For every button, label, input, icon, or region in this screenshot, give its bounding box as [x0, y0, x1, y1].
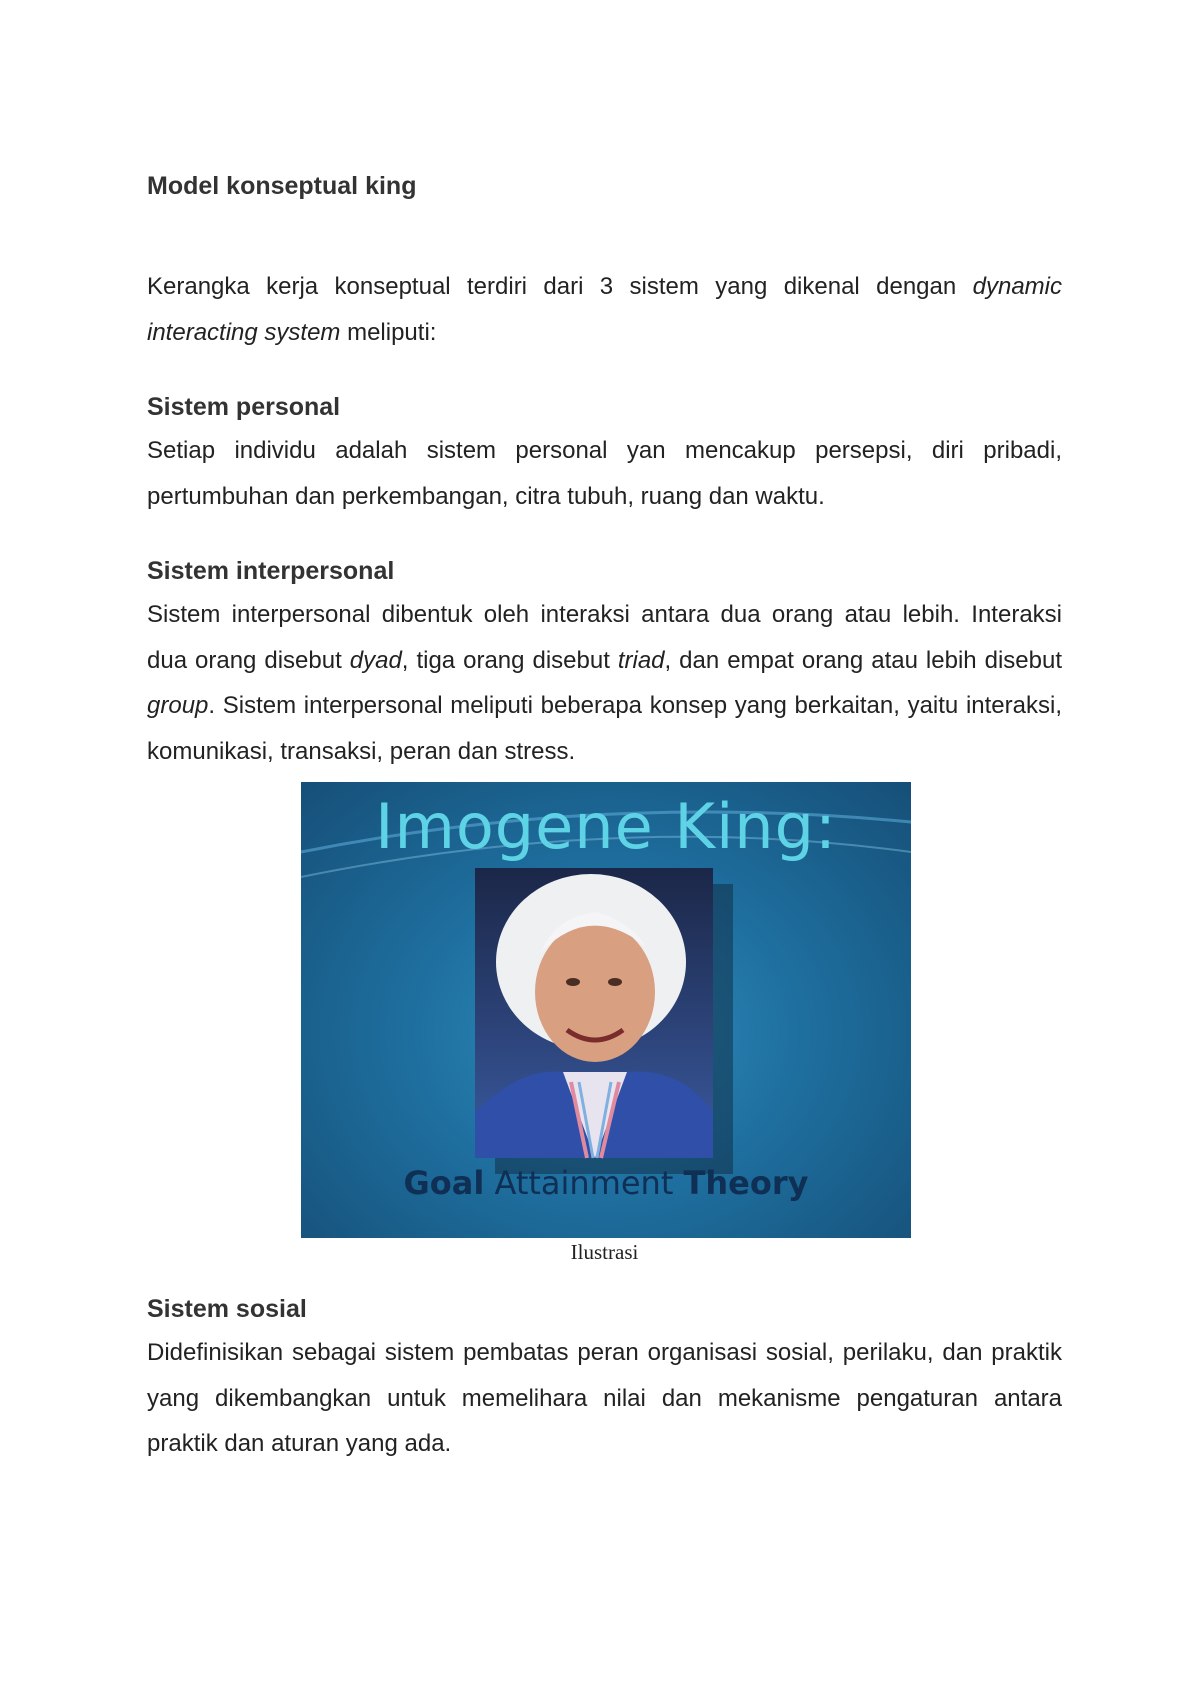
subtitle-goal: Goal	[403, 1164, 485, 1202]
heading-personal: Sistem personal	[147, 393, 341, 421]
term-group: group	[147, 692, 209, 719]
subtitle-attainment: Attainment	[484, 1164, 684, 1202]
sosial-paragraph: Didefinisikan sebagai sistem pembatas peran organisasi sosial, perilaku, dan praktik yang dikembangkan untuk memelihara nilai dan mekanisme pengaturan antara praktik dan aturan yang ada.	[147, 1339, 1062, 1457]
intro-italic: dynamic interacting system	[147, 273, 1062, 346]
interpersonal-paragraph	[147, 592, 1062, 774]
intro-paragraph	[147, 264, 1062, 355]
interpersonal-text-1: Sistem interpersonal dibentuk oleh interaksi antara dua orang atau lebih. Interaksi dua orang disebut	[147, 601, 1062, 674]
interpersonal-text-2: , tiga orang disebut	[401, 646, 618, 674]
imogene-king-illustration	[301, 782, 911, 1238]
term-dyad: dyad	[349, 646, 402, 674]
heading-sosial: Sistem sosial	[147, 1295, 307, 1323]
page-title: Model konseptual king	[147, 172, 417, 200]
figure-title: Imogene King:	[375, 790, 837, 863]
figure-caption: Ilustrasi	[570, 1240, 639, 1264]
intro-after: meliputi:	[340, 318, 437, 346]
intro-text: Kerangka kerja konseptual terdiri dari 3 sistem yang dikenal dengan	[147, 273, 973, 300]
term-triad: triad	[617, 646, 665, 674]
figure-subtitle	[301, 1164, 911, 1202]
interpersonal-text-3: , dan empat orang atau lebih disebut	[664, 646, 1062, 674]
personal-paragraph: Setiap individu adalah sistem personal yan mencakup persepsi, diri pribadi, pertumbuhan dan perkembangan, citra tubuh, ruang dan waktu.	[147, 437, 1062, 510]
interpersonal-text-4: . Sistem interpersonal meliputi beberapa konsep yang berkaitan, yaitu interaksi, komunikasi, transaksi, peran dan stress.	[147, 692, 1062, 765]
subtitle-theory: Theory	[683, 1164, 809, 1202]
heading-interpersonal: Sistem interpersonal	[147, 557, 395, 585]
